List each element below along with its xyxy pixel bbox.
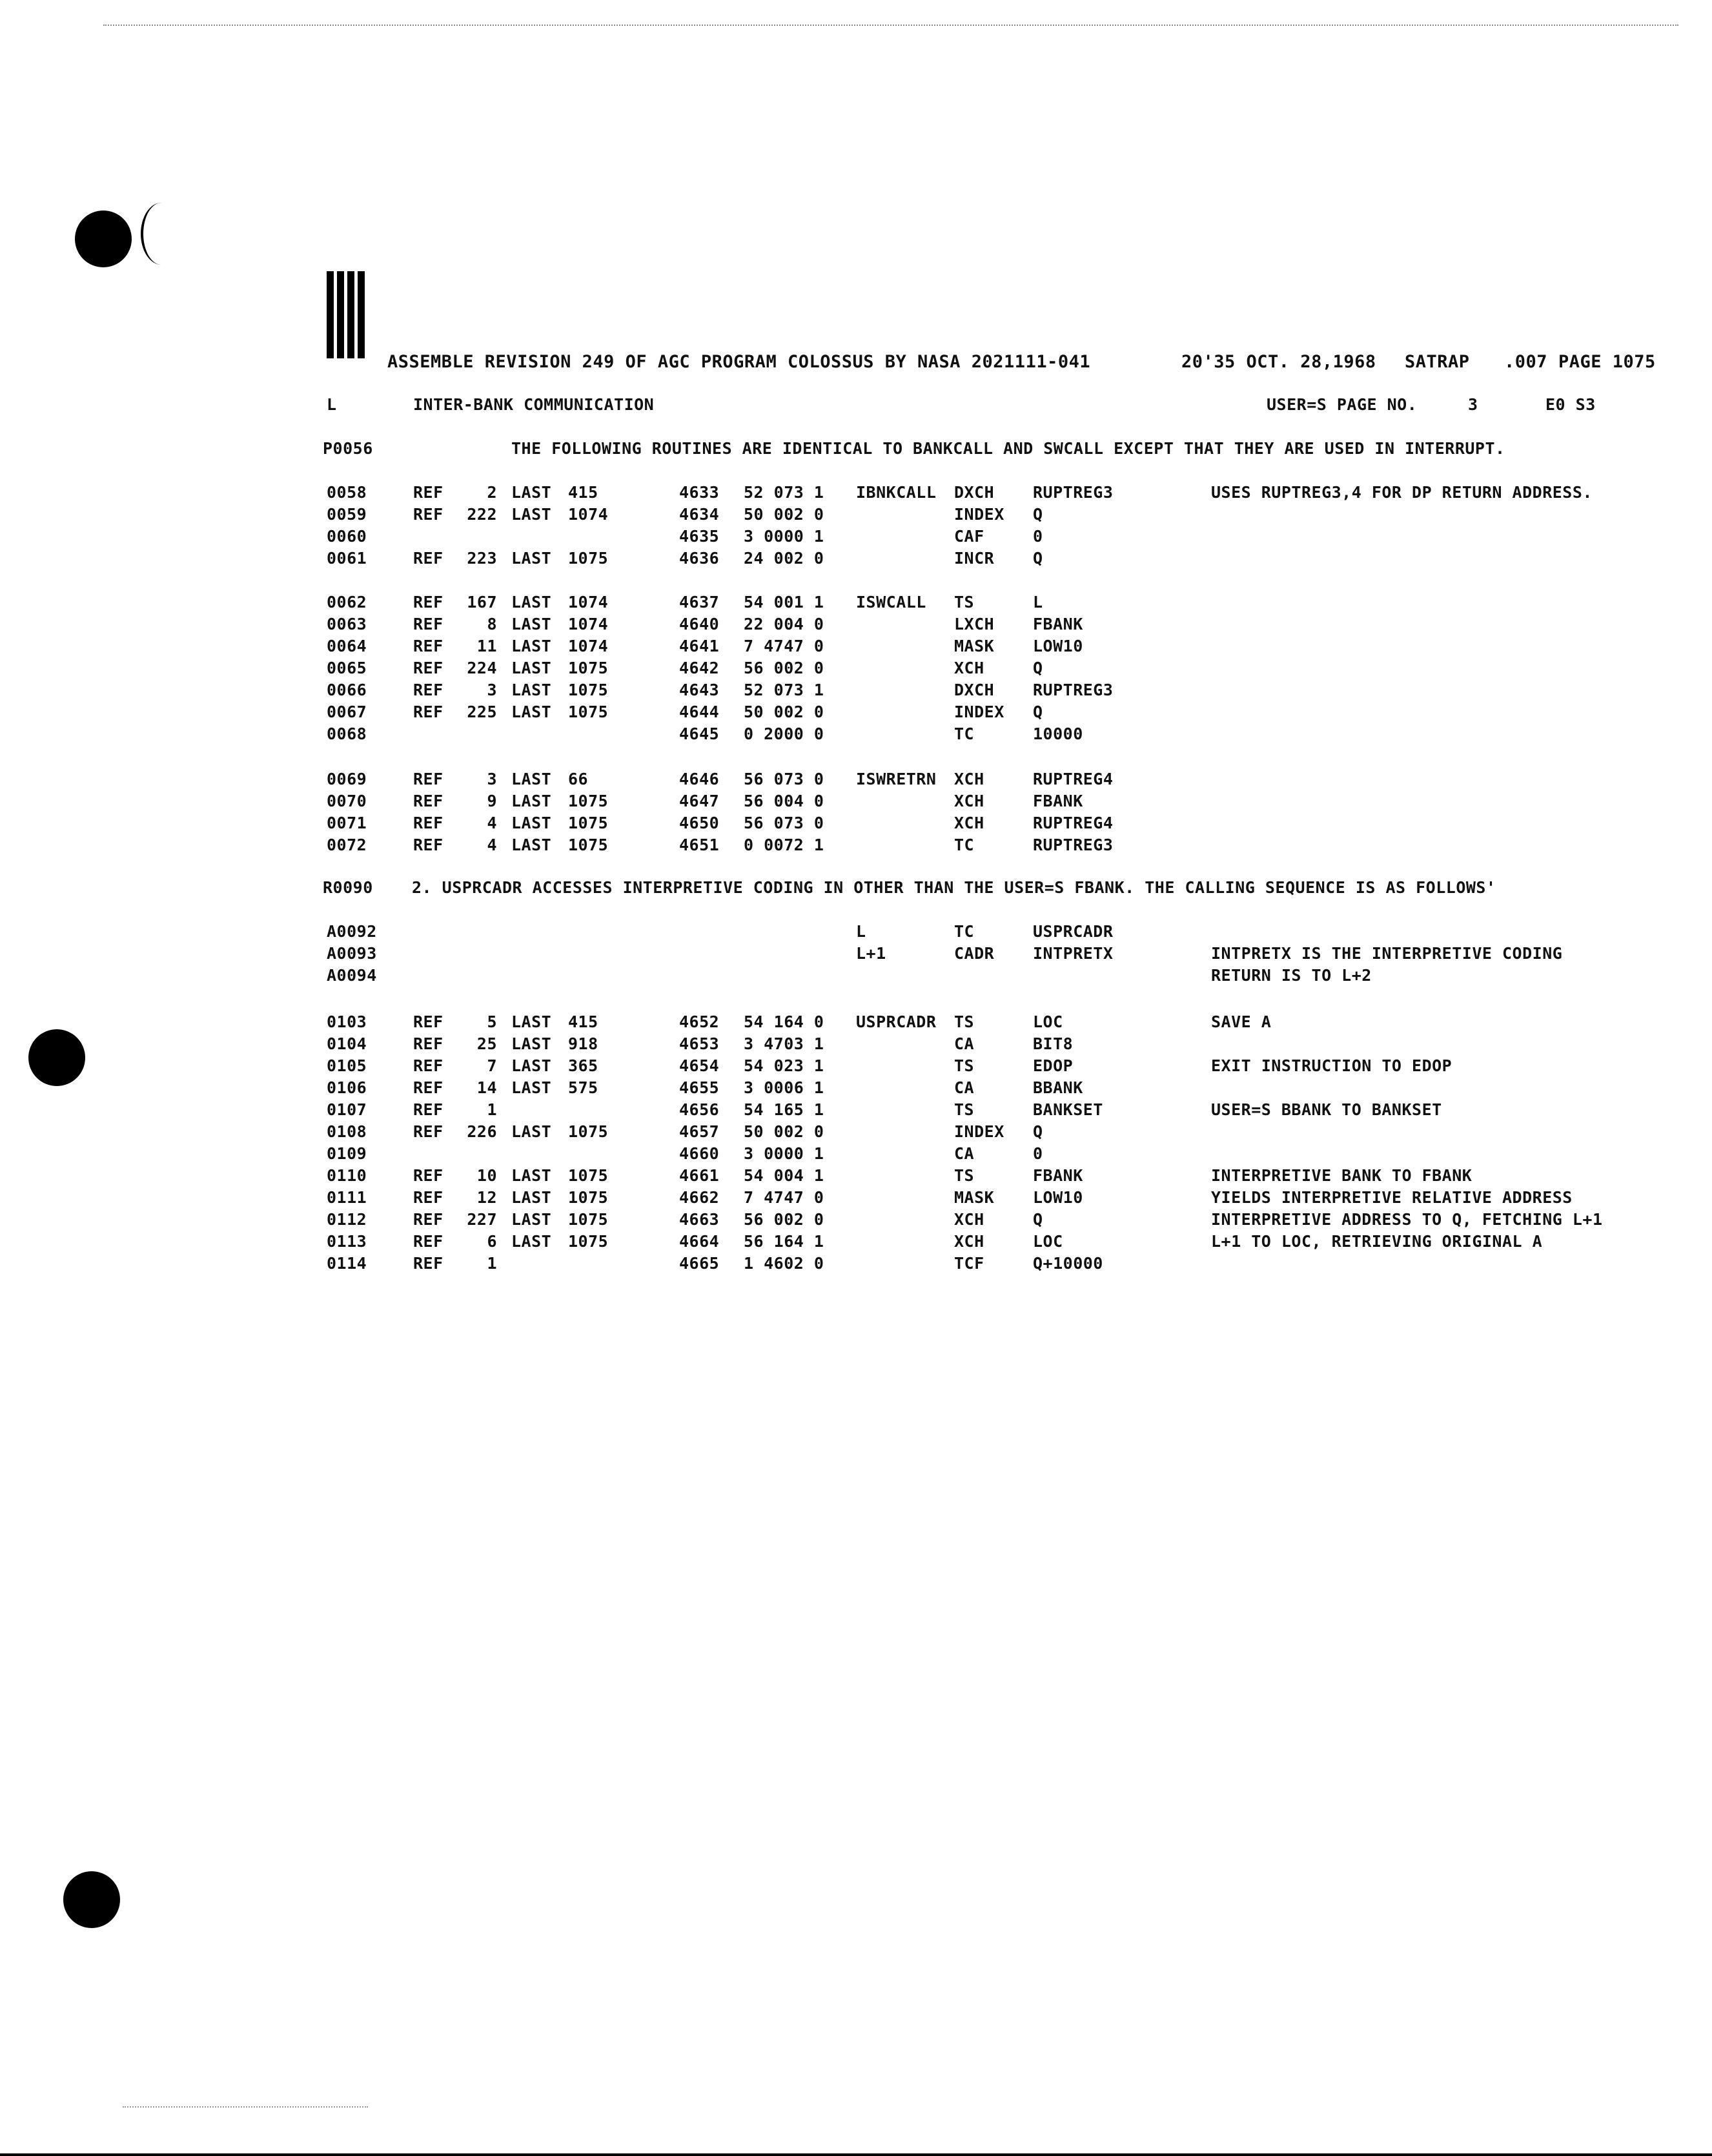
ref-marker: REF xyxy=(413,1056,443,1075)
address: 4660 xyxy=(679,1144,720,1163)
ref-marker: REF xyxy=(413,836,443,854)
label: ISWRETRN xyxy=(856,770,937,788)
seq-number: 0112 xyxy=(327,1210,367,1229)
opcode: TCF xyxy=(954,1254,984,1273)
seq-number: 0071 xyxy=(327,814,367,832)
operand: Q xyxy=(1033,505,1043,524)
opcode: CA xyxy=(954,1078,975,1097)
ref-marker: REF xyxy=(413,792,443,810)
ref-number: 4 xyxy=(487,814,497,832)
address: 4650 xyxy=(679,814,720,832)
ref-marker: REF xyxy=(413,1078,443,1097)
ref-marker: REF xyxy=(413,505,443,524)
octal-word: 50 002 0 xyxy=(744,1122,824,1141)
operand: Q xyxy=(1033,1122,1043,1141)
last-marker: LAST xyxy=(511,836,552,854)
operand: Q xyxy=(1033,703,1043,721)
seq-number: 0058 xyxy=(327,483,367,502)
seq-number: 0072 xyxy=(327,836,367,854)
address: 4663 xyxy=(679,1210,720,1229)
operand: 0 xyxy=(1033,1144,1043,1163)
ref-number: 226 xyxy=(467,1122,497,1141)
last-marker: LAST xyxy=(511,615,552,633)
comment: L+1 TO LOC, RETRIEVING ORIGINAL A xyxy=(1211,1232,1543,1251)
address: 4653 xyxy=(679,1034,720,1053)
operand: BBANK xyxy=(1033,1078,1083,1097)
ref-number: 25 xyxy=(476,1034,497,1053)
last-number: 66 xyxy=(568,770,589,788)
punch-hole-bottom xyxy=(63,1871,120,1928)
operand: RUPTREG3 xyxy=(1033,836,1114,854)
octal-word: 0 2000 0 xyxy=(744,724,824,743)
opcode: TS xyxy=(954,1100,975,1119)
operand: FBANK xyxy=(1033,1166,1083,1185)
octal-word: 54 165 1 xyxy=(744,1100,824,1119)
operand: Q+10000 xyxy=(1033,1254,1103,1273)
operand: 0 xyxy=(1033,527,1043,546)
last-number: 1075 xyxy=(568,836,609,854)
seq-number: 0107 xyxy=(327,1100,367,1119)
address: 4656 xyxy=(679,1100,720,1119)
opcode: CA xyxy=(954,1034,975,1053)
last-marker: LAST xyxy=(511,593,552,611)
ref-number: 223 xyxy=(467,549,497,568)
ref-marker: REF xyxy=(413,637,443,655)
ref-number: 2 xyxy=(487,483,497,502)
last-number: 1075 xyxy=(568,681,609,699)
octal-word: 56 073 0 xyxy=(744,814,824,832)
last-number: 1075 xyxy=(568,1210,609,1229)
ref-number: 8 xyxy=(487,615,497,633)
opcode: INDEX xyxy=(954,703,1004,721)
opcode: TC xyxy=(954,922,975,941)
opcode: DXCH xyxy=(954,681,995,699)
label: IBNKCALL xyxy=(856,483,937,502)
seq-number: A0093 xyxy=(327,944,377,963)
last-number: 1075 xyxy=(568,1166,609,1185)
octal-word: 54 023 1 xyxy=(744,1056,824,1075)
octal-word: 22 004 0 xyxy=(744,615,824,633)
users-page-label: USER=S PAGE NO. xyxy=(1267,395,1418,414)
ref-marker: REF xyxy=(413,703,443,721)
seq-number: A0092 xyxy=(327,922,377,941)
remark-text: THE FOLLOWING ROUTINES ARE IDENTICAL TO BANKCALL AND SWCALL EXCEPT THAT THEY ARE USED IN INTERRUPT. xyxy=(511,439,1505,458)
last-marker: LAST xyxy=(511,1056,552,1075)
operand: RUPTREG4 xyxy=(1033,770,1114,788)
address: 4640 xyxy=(679,615,720,633)
comment: USER=S BBANK TO BANKSET xyxy=(1211,1100,1442,1119)
punch-hole-arc xyxy=(141,203,182,265)
ref-marker: REF xyxy=(413,1122,443,1141)
last-marker: LAST xyxy=(511,505,552,524)
last-marker: LAST xyxy=(511,814,552,832)
operand: RUPTREG4 xyxy=(1033,814,1114,832)
address: 4633 xyxy=(679,483,720,502)
address: 4636 xyxy=(679,549,720,568)
address: 4652 xyxy=(679,1012,720,1031)
opcode: XCH xyxy=(954,1232,984,1251)
bank-ref: E0 S3 xyxy=(1545,395,1596,414)
last-marker: LAST xyxy=(511,483,552,502)
seq-number: 0068 xyxy=(327,724,367,743)
opcode: MASK xyxy=(954,637,995,655)
ref-number: 225 xyxy=(467,703,497,721)
label: L+1 xyxy=(856,944,886,963)
last-number: 575 xyxy=(568,1078,598,1097)
octal-word: 3 0000 1 xyxy=(744,527,824,546)
remark-text: 2. USPRCADR ACCESSES INTERPRETIVE CODING IN OTHER THAN THE USER=S FBANK. THE CALLING SEQUENCE IS AS FOLLOWS' xyxy=(412,878,1496,897)
last-marker: LAST xyxy=(511,1122,552,1141)
last-number: 1074 xyxy=(568,637,609,655)
octal-word: 54 164 0 xyxy=(744,1012,824,1031)
ref-marker: REF xyxy=(413,814,443,832)
ref-number: 11 xyxy=(476,637,497,655)
seq-number: 0110 xyxy=(327,1166,367,1185)
operand: LOW10 xyxy=(1033,637,1083,655)
ref-marker: REF xyxy=(413,549,443,568)
seq-number: A0094 xyxy=(327,966,377,985)
opcode: TS xyxy=(954,1056,975,1075)
operand: Q xyxy=(1033,659,1043,677)
ref-number: 1 xyxy=(487,1254,497,1273)
ref-number: 9 xyxy=(487,792,497,810)
address: 4635 xyxy=(679,527,720,546)
ref-number: 227 xyxy=(467,1210,497,1229)
label: L xyxy=(856,922,866,941)
scan-speckle-bottom xyxy=(123,2106,368,2108)
operand: FBANK xyxy=(1033,792,1083,810)
opcode: INDEX xyxy=(954,505,1004,524)
opcode: MASK xyxy=(954,1188,995,1207)
ref-marker: REF xyxy=(413,1034,443,1053)
operand: USPRCADR xyxy=(1033,922,1114,941)
operand: FBANK xyxy=(1033,615,1083,633)
ref-number: 3 xyxy=(487,681,497,699)
address: 4664 xyxy=(679,1232,720,1251)
remark-card-number: P0056 xyxy=(323,439,373,458)
opcode: XCH xyxy=(954,792,984,810)
ref-number: 12 xyxy=(476,1188,497,1207)
last-number: 415 xyxy=(568,483,598,502)
address: 4634 xyxy=(679,505,720,524)
last-number: 1075 xyxy=(568,659,609,677)
comment: YIELDS INTERPRETIVE RELATIVE ADDRESS xyxy=(1211,1188,1573,1207)
label: ISWCALL xyxy=(856,593,926,611)
opcode: XCH xyxy=(954,814,984,832)
last-marker: LAST xyxy=(511,637,552,655)
seq-number: 0105 xyxy=(327,1056,367,1075)
address: 4644 xyxy=(679,703,720,721)
ref-marker: REF xyxy=(413,1188,443,1207)
label: USPRCADR xyxy=(856,1012,937,1031)
last-marker: LAST xyxy=(511,1188,552,1207)
address: 4637 xyxy=(679,593,720,611)
seq-number: 0114 xyxy=(327,1254,367,1273)
octal-word: 3 0006 1 xyxy=(744,1078,824,1097)
ref-marker: REF xyxy=(413,1166,443,1185)
comment: INTPRETX IS THE INTERPRETIVE CODING xyxy=(1211,944,1563,963)
ref-number: 10 xyxy=(476,1166,497,1185)
opcode: INCR xyxy=(954,549,995,568)
opcode: DXCH xyxy=(954,483,995,502)
barcode-mark xyxy=(327,271,365,358)
address: 4645 xyxy=(679,724,720,743)
last-marker: LAST xyxy=(511,1012,552,1031)
ref-number: 4 xyxy=(487,836,497,854)
opcode: TS xyxy=(954,1166,975,1185)
last-number: 1075 xyxy=(568,549,609,568)
octal-word: 56 002 0 xyxy=(744,1210,824,1229)
seq-number: 0109 xyxy=(327,1144,367,1163)
ref-number: 7 xyxy=(487,1056,497,1075)
last-marker: LAST xyxy=(511,1034,552,1053)
seq-number: 0061 xyxy=(327,549,367,568)
seq-number: 0059 xyxy=(327,505,367,524)
octal-word: 56 002 0 xyxy=(744,659,824,677)
opcode: CA xyxy=(954,1144,975,1163)
seq-number: 0066 xyxy=(327,681,367,699)
last-number: 918 xyxy=(568,1034,598,1053)
operand: BIT8 xyxy=(1033,1034,1074,1053)
operand: LOC xyxy=(1033,1012,1063,1031)
octal-word: 7 4747 0 xyxy=(744,1188,824,1207)
octal-word: 3 4703 1 xyxy=(744,1034,824,1053)
ref-marker: REF xyxy=(413,1232,443,1251)
opcode: XCH xyxy=(954,659,984,677)
scan-speckle-top xyxy=(103,25,1678,26)
ref-number: 5 xyxy=(487,1012,497,1031)
octal-word: 52 073 1 xyxy=(744,681,824,699)
seq-number: 0104 xyxy=(327,1034,367,1053)
address: 4655 xyxy=(679,1078,720,1097)
last-marker: LAST xyxy=(511,770,552,788)
seq-number: 0067 xyxy=(327,703,367,721)
ref-marker: REF xyxy=(413,593,443,611)
octal-word: 50 002 0 xyxy=(744,505,824,524)
operand: L xyxy=(1033,593,1043,611)
opcode: XCH xyxy=(954,770,984,788)
octal-word: 50 002 0 xyxy=(744,703,824,721)
octal-word: 0 0072 1 xyxy=(744,836,824,854)
octal-word: 52 073 1 xyxy=(744,483,824,502)
last-marker: LAST xyxy=(511,703,552,721)
operand: RUPTREG3 xyxy=(1033,681,1114,699)
seq-number: 0113 xyxy=(327,1232,367,1251)
ref-number: 14 xyxy=(476,1078,497,1097)
last-number: 365 xyxy=(568,1056,598,1075)
comment: EXIT INSTRUCTION TO EDOP xyxy=(1211,1056,1452,1075)
address: 4662 xyxy=(679,1188,720,1207)
octal-word: 56 073 0 xyxy=(744,770,824,788)
last-marker: LAST xyxy=(511,792,552,810)
opcode: TS xyxy=(954,593,975,611)
address: 4642 xyxy=(679,659,720,677)
octal-word: 3 0000 1 xyxy=(744,1144,824,1163)
ref-marker: REF xyxy=(413,1100,443,1119)
last-number: 1074 xyxy=(568,593,609,611)
seq-number: 0060 xyxy=(327,527,367,546)
last-marker: LAST xyxy=(511,1078,552,1097)
opcode: LXCH xyxy=(954,615,995,633)
seq-number: 0108 xyxy=(327,1122,367,1141)
octal-word: 7 4747 0 xyxy=(744,637,824,655)
operand: EDOP xyxy=(1033,1056,1074,1075)
seq-number: 0070 xyxy=(327,792,367,810)
opcode: XCH xyxy=(954,1210,984,1229)
address: 4646 xyxy=(679,770,720,788)
address: 4661 xyxy=(679,1166,720,1185)
last-number: 1074 xyxy=(568,615,609,633)
ref-marker: REF xyxy=(413,681,443,699)
page-edge xyxy=(0,2153,1712,2156)
header-page-number: PAGE 1075 xyxy=(1558,352,1656,372)
header-code: .007 xyxy=(1504,352,1548,372)
last-number: 1075 xyxy=(568,1188,609,1207)
octal-word: 24 002 0 xyxy=(744,549,824,568)
octal-word: 1 4602 0 xyxy=(744,1254,824,1273)
octal-word: 56 164 1 xyxy=(744,1232,824,1251)
ref-marker: REF xyxy=(413,483,443,502)
seq-number: 0063 xyxy=(327,615,367,633)
operand: BANKSET xyxy=(1033,1100,1103,1119)
address: 4643 xyxy=(679,681,720,699)
punch-hole-top xyxy=(75,210,132,267)
last-number: 415 xyxy=(568,1012,598,1031)
opcode: CADR xyxy=(954,944,995,963)
ref-marker: REF xyxy=(413,770,443,788)
ref-marker: REF xyxy=(413,1210,443,1229)
last-number: 1075 xyxy=(568,1122,609,1141)
ref-marker: REF xyxy=(413,1254,443,1273)
section-title: INTER-BANK COMMUNICATION xyxy=(413,395,655,414)
ref-marker: REF xyxy=(413,615,443,633)
assemble-header: ASSEMBLE REVISION 249 OF AGC PROGRAM COLOSSUS BY NASA 2021111-041 xyxy=(387,352,1091,372)
address: 4641 xyxy=(679,637,720,655)
ref-number: 167 xyxy=(467,593,497,611)
last-marker: LAST xyxy=(511,549,552,568)
last-marker: LAST xyxy=(511,1166,552,1185)
ref-number: 3 xyxy=(487,770,497,788)
opcode: INDEX xyxy=(954,1122,1004,1141)
operand: INTPRETX xyxy=(1033,944,1114,963)
octal-word: 54 004 1 xyxy=(744,1166,824,1185)
last-marker: LAST xyxy=(511,681,552,699)
last-number: 1075 xyxy=(568,703,609,721)
header-satrap: SATRAP xyxy=(1405,352,1470,372)
opcode: TS xyxy=(954,1012,975,1031)
remark-card-number: R0090 xyxy=(323,878,373,897)
last-number: 1075 xyxy=(568,814,609,832)
last-marker: LAST xyxy=(511,1210,552,1229)
address: 4657 xyxy=(679,1122,720,1141)
ref-number: 6 xyxy=(487,1232,497,1251)
ref-marker: REF xyxy=(413,1012,443,1031)
comment: USES RUPTREG3,4 FOR DP RETURN ADDRESS. xyxy=(1211,483,1593,502)
octal-word: 54 001 1 xyxy=(744,593,824,611)
seq-number: 0065 xyxy=(327,659,367,677)
last-marker: LAST xyxy=(511,1232,552,1251)
last-number: 1074 xyxy=(568,505,609,524)
seq-number: 0106 xyxy=(327,1078,367,1097)
address: 4651 xyxy=(679,836,720,854)
operand: LOC xyxy=(1033,1232,1063,1251)
ref-number: 224 xyxy=(467,659,497,677)
users-page-number: 3 xyxy=(1468,395,1478,414)
operand: Q xyxy=(1033,549,1043,568)
punch-hole-middle xyxy=(28,1029,85,1086)
operand: RUPTREG3 xyxy=(1033,483,1114,502)
operand: Q xyxy=(1033,1210,1043,1229)
opcode: TC xyxy=(954,836,975,854)
seq-number: 0103 xyxy=(327,1012,367,1031)
subheader-left-code: L xyxy=(327,395,337,414)
seq-number: 0064 xyxy=(327,637,367,655)
seq-number: 0062 xyxy=(327,593,367,611)
last-marker: LAST xyxy=(511,659,552,677)
opcode: CAF xyxy=(954,527,984,546)
address: 4654 xyxy=(679,1056,720,1075)
seq-number: 0069 xyxy=(327,770,367,788)
ref-marker: REF xyxy=(413,659,443,677)
address: 4665 xyxy=(679,1254,720,1273)
ref-number: 222 xyxy=(467,505,497,524)
octal-word: 56 004 0 xyxy=(744,792,824,810)
operand: LOW10 xyxy=(1033,1188,1083,1207)
address: 4647 xyxy=(679,792,720,810)
last-number: 1075 xyxy=(568,1232,609,1251)
comment: SAVE A xyxy=(1211,1012,1272,1031)
header-date: 20'35 OCT. 28,1968 xyxy=(1181,352,1376,372)
opcode: TC xyxy=(954,724,975,743)
last-number: 1075 xyxy=(568,792,609,810)
seq-number: 0111 xyxy=(327,1188,367,1207)
operand: 10000 xyxy=(1033,724,1083,743)
ref-number: 1 xyxy=(487,1100,497,1119)
comment: INTERPRETIVE ADDRESS TO Q, FETCHING L+1 xyxy=(1211,1210,1603,1229)
comment: INTERPRETIVE BANK TO FBANK xyxy=(1211,1166,1473,1185)
comment: RETURN IS TO L+2 xyxy=(1211,966,1372,985)
